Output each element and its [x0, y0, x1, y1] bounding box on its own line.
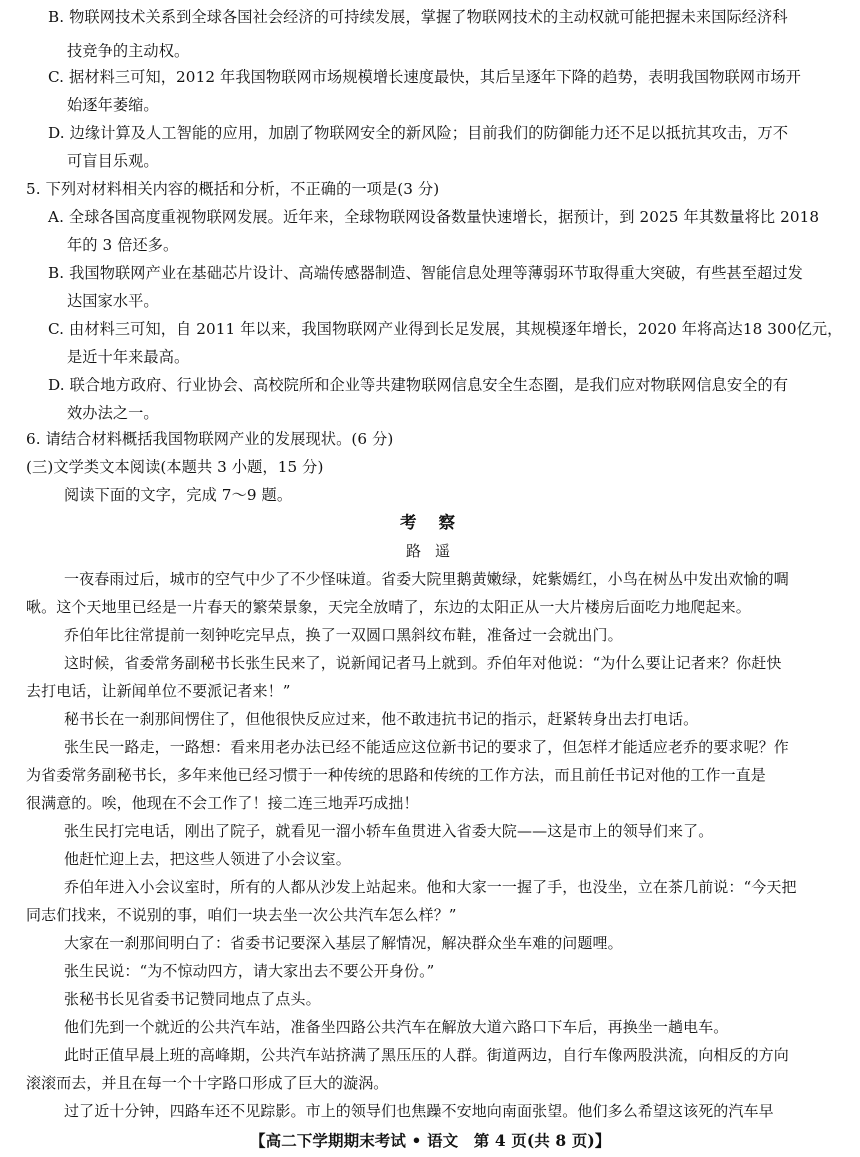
q4-option-b-line1: B. 物联网技术关系到全球各国社会经济的可持续发展，掌握了物联网技术的主动权就可能把握未来国际经济科 — [48, 8, 788, 26]
q5-option-d-line1: D. 联合地方政府、行业协会、高校院所和企业等共建物联网信息安全生态圈，是我们应对物联网信息安全的有 — [48, 376, 789, 394]
q5-option-d-line2: 效办法之一。 — [67, 404, 159, 422]
story-p3-line1: 这时候，省委常务副秘书长张生民来了，说新闻记者马上就到。乔伯年对他说：“为什么要让记者来？你赶快 — [64, 654, 782, 672]
story-p5-line3: 很满意的。唉，他现在不会工作了！接二连三地弄巧成拙！ — [26, 794, 419, 812]
story-p14-line1: 过了近十分钟，四路车还不见踪影。市上的领导们也焦躁不安地向南面张望。他们多么希望这该死的汽车早 — [64, 1102, 774, 1120]
page-footer: 【高二下学期期末考试 • 语文 第 4 页(共 8 页)】 — [250, 1131, 611, 1150]
q4-option-d-line2: 可盲目乐观。 — [67, 152, 159, 170]
section-3-heading: (三)文学类文本阅读(本题共 3 小题，15 分) — [26, 458, 324, 476]
story-p7-line1: 他赶忙迎上去，把这些人领进了小会议室。 — [64, 850, 351, 868]
story-p1-line1: 一夜春雨过后，城市的空气中少了不少怪味道。省委大院里鹅黄嫩绿，姹紫嫣红，小鸟在树丛中发出欢愉的啁 — [64, 570, 789, 588]
q4-option-c-line2: 始逐年萎缩。 — [67, 96, 159, 114]
story-p10-line1: 张生民说：“为不惊动四方，请大家出去不要公开身份。” — [64, 962, 435, 980]
q4-option-c-line1: C. 据材料三可知，2012 年我国物联网市场规模增长速度最快，其后呈逐年下降的趋势，表明我国物联网市场开 — [48, 68, 801, 86]
q5-option-b-line2: 达国家水平。 — [67, 292, 159, 310]
q5-option-a-line2: 年的 3 倍还多。 — [67, 236, 179, 254]
reading-instruction: 阅读下面的文字，完成 7～9 题。 — [64, 486, 293, 504]
story-p12-line1: 他们先到一个就近的公共汽车站，准备坐四路公共汽车在解放大道六路口下车后，再换坐一趟电车。 — [64, 1018, 729, 1036]
story-p5-line2: 为省委常务副秘书长，多年来他已经习惯于一种传统的思路和传统的工作方法，而且前任书记对他的工作一直是 — [26, 766, 766, 784]
q5-stem: 5. 下列对材料相关内容的概括和分析，不正确的一项是(3 分) — [26, 180, 440, 198]
story-p8-line1: 乔伯年进入小会议室时，所有的人都从沙发上站起来。他和大家一一握了手，也没坐，立在茶几前说：“今天把 — [64, 878, 797, 896]
story-p9-line1: 大家在一刹那间明白了：省委书记要深入基层了解情况，解决群众坐车难的问题哩。 — [64, 934, 623, 952]
story-p5-line1: 张生民一路走，一路想：看来用老办法已经不能适应这位新书记的要求了，但怎样才能适应老乔的要求呢？作 — [64, 738, 789, 756]
q4-option-d-line1: D. 边缘计算及人工智能的应用，加剧了物联网安全的新风险；目前我们的防御能力还不足以抵抗其攻击，万不 — [48, 124, 789, 142]
q4-option-b-line2: 技竞争的主动权。 — [67, 42, 190, 60]
story-p3-line2: 去打电话，让新闻单位不要派记者来！” — [26, 682, 291, 700]
story-p1-line2: 啾。这个天地里已经是一片春天的繁荣景象，天完全放晴了，东边的太阳正从一大片楼房后面吃力地爬起来。 — [26, 598, 751, 616]
story-p6-line1: 张生民打完电话，刚出了院子，就看见一溜小轿车鱼贯进入省委大院——这是市上的领导们来了。 — [64, 822, 714, 840]
story-p8-line2: 同志们找来，不说别的事，咱们一块去坐一次公共汽车怎么样？” — [26, 906, 457, 924]
story-p2-line1: 乔伯年比往常提前一刻钟吃完早点，换了一双圆口黑斜纹布鞋，准备过一会就出门。 — [64, 626, 623, 644]
q5-option-c-line1: C. 由材料三可知，自 2011 年以来，我国物联网产业得到长足发展，其规模逐年增长，2020 年将高达18 300亿元， — [48, 320, 843, 338]
story-title: 考察 — [400, 513, 477, 532]
q5-option-b-line1: B. 我国物联网产业在基础芯片设计、高端传感器制造、智能信息处理等薄弱环节取得重大突破，有些甚至超过发 — [48, 264, 803, 282]
story-p13-line1: 此时正值早晨上班的高峰期，公共汽车站挤满了黑压压的人群。街道两边，自行车像两股洪流，向相反的方向 — [64, 1046, 789, 1064]
story-p11-line1: 张秘书长见省委书记赞同地点了点头。 — [64, 990, 321, 1008]
story-p13-line2: 滚滚而去，并且在每一个十字路口形成了巨大的漩涡。 — [26, 1074, 389, 1092]
q6-stem: 6. 请结合材料概括我国物联网产业的发展现状。(6 分) — [26, 430, 394, 448]
q5-option-a-line1: A. 全球各国高度重视物联网发展。近年来，全球物联网设备数量快速增长，据预计，到 2025 年其数量将比 2018 — [48, 208, 820, 226]
story-p4-line1: 秘书长在一刹那间愣住了，但他很快反应过来，他不敢违抗书记的指示，赶紧转身出去打电话。 — [64, 710, 699, 728]
q5-option-c-line2: 是近十年来最高。 — [67, 348, 190, 366]
story-author: 路遥 — [406, 542, 465, 560]
